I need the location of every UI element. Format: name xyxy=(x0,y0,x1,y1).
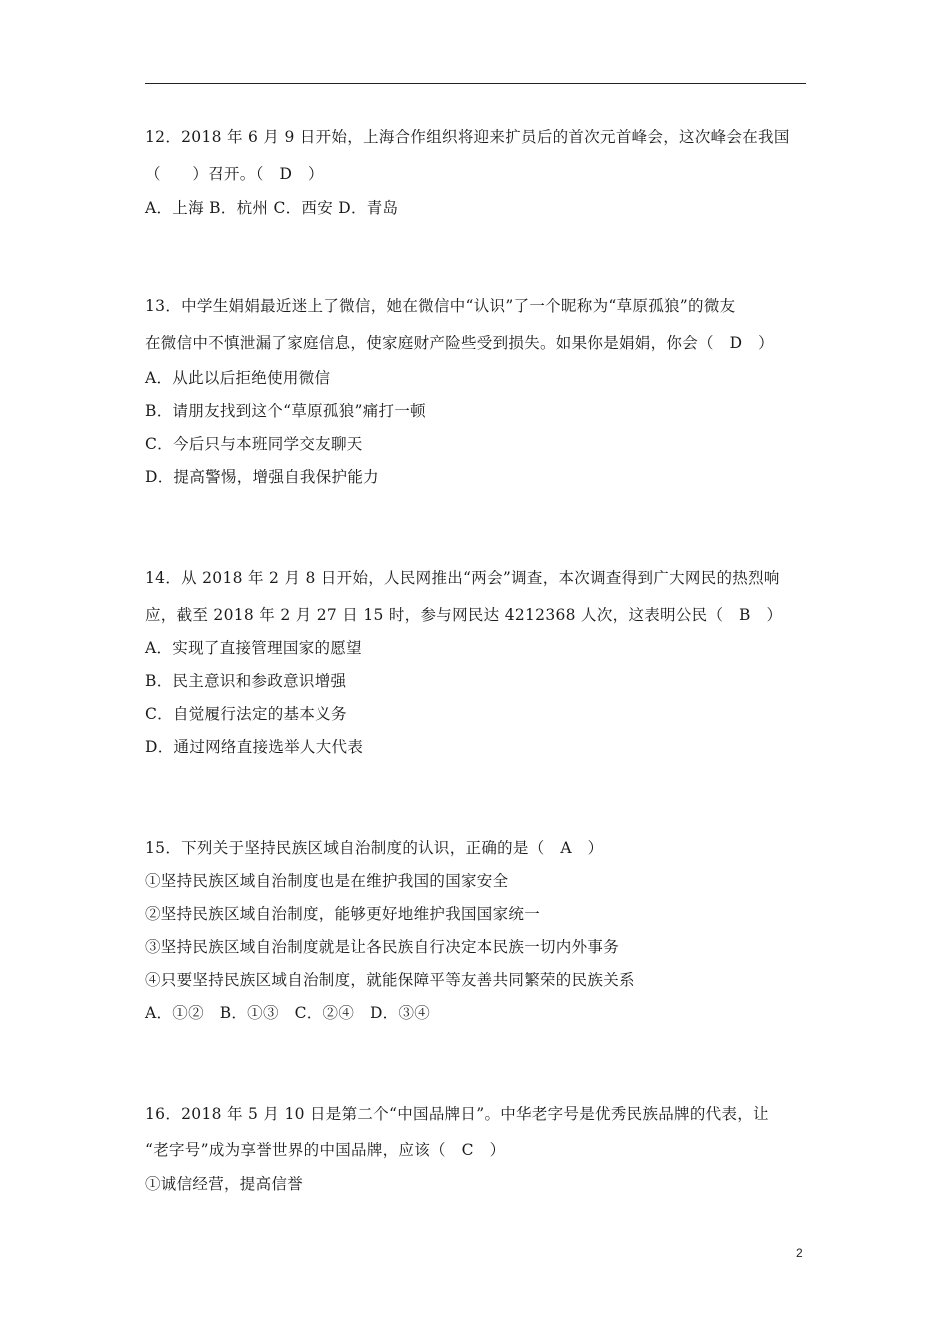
q15-stem-line-1: 15．下列关于坚持民族区域自治制度的认识，正确的是（ A ） xyxy=(145,839,604,857)
q13-option-d: D．提高警惕，增强自我保护能力 xyxy=(145,468,379,486)
q12-stem-line-1: 12．2018 年 6 月 9 日开始，上海合作组织将迎来扩员后的首次元首峰会，这次峰会在我国 xyxy=(145,128,790,146)
q13-option-c: C．今后只与本班同学交友聊天 xyxy=(145,435,363,453)
q14-option-b: B．民主意识和参政意识增强 xyxy=(145,672,347,690)
q13-option-b: B．请朋友找到这个“草原孤狼”痛打一顿 xyxy=(145,402,426,420)
q15-statement-2: ②坚持民族区域自治制度，能够更好地维护我国国家统一 xyxy=(145,905,541,923)
q15-statement-1: ①坚持民族区域自治制度也是在维护我国的国家安全 xyxy=(145,872,509,890)
q15-statement-4: ④只要坚持民族区域自治制度，就能保障平等友善共同繁荣的民族关系 xyxy=(145,971,635,989)
q14-option-a: A．实现了直接管理国家的愿望 xyxy=(145,639,362,657)
q12-options: A．上海 B．杭州 C．西安 D．青岛 xyxy=(145,199,399,217)
q16-statement-1: ①诚信经营，提高信誉 xyxy=(145,1175,304,1193)
q16-stem-line-1: 16．2018 年 5 月 10 日是第二个“中国品牌日”。中华老字号是优秀民族品牌的代表，让 xyxy=(145,1105,769,1123)
header-rule xyxy=(145,83,806,84)
q14-option-c: C．自觉履行法定的基本义务 xyxy=(145,705,347,723)
page-number: 2 xyxy=(796,1246,803,1260)
q14-stem-line-1: 14．从 2018 年 2 月 8 日开始，人民网推出“两会”调查，本次调查得到广大网民的热烈响 xyxy=(145,569,780,587)
q14-stem-line-2: 应，截至 2018 年 2 月 27 日 15 时，参与网民达 4212368 人次，这表明公民（ B ） xyxy=(145,606,783,624)
q13-stem-line-1: 13．中学生娟娟最近迷上了微信，她在微信中“认识”了一个昵称为“草原孤狼”的微友 xyxy=(145,297,736,315)
q15-options: A．①② B．①③ C．②④ D．③④ xyxy=(145,1004,431,1022)
q16-stem-line-2: “老字号”成为享誉世界的中国品牌，应该（ C ） xyxy=(145,1141,506,1159)
q15-statement-3: ③坚持民族区域自治制度就是让各民族自行决定本民族一切内外事务 xyxy=(145,938,620,956)
q13-stem-line-2: 在微信中不慎泄漏了家庭信息，使家庭财产险些受到损失。如果你是娟娟，你会（ D ） xyxy=(145,334,774,352)
q14-option-d: D．通过网络直接选举人大代表 xyxy=(145,738,364,756)
q13-option-a: A．从此以后拒绝使用微信 xyxy=(145,369,331,387)
q12-stem-line-2: （ ）召开。（ D ） xyxy=(145,165,324,183)
